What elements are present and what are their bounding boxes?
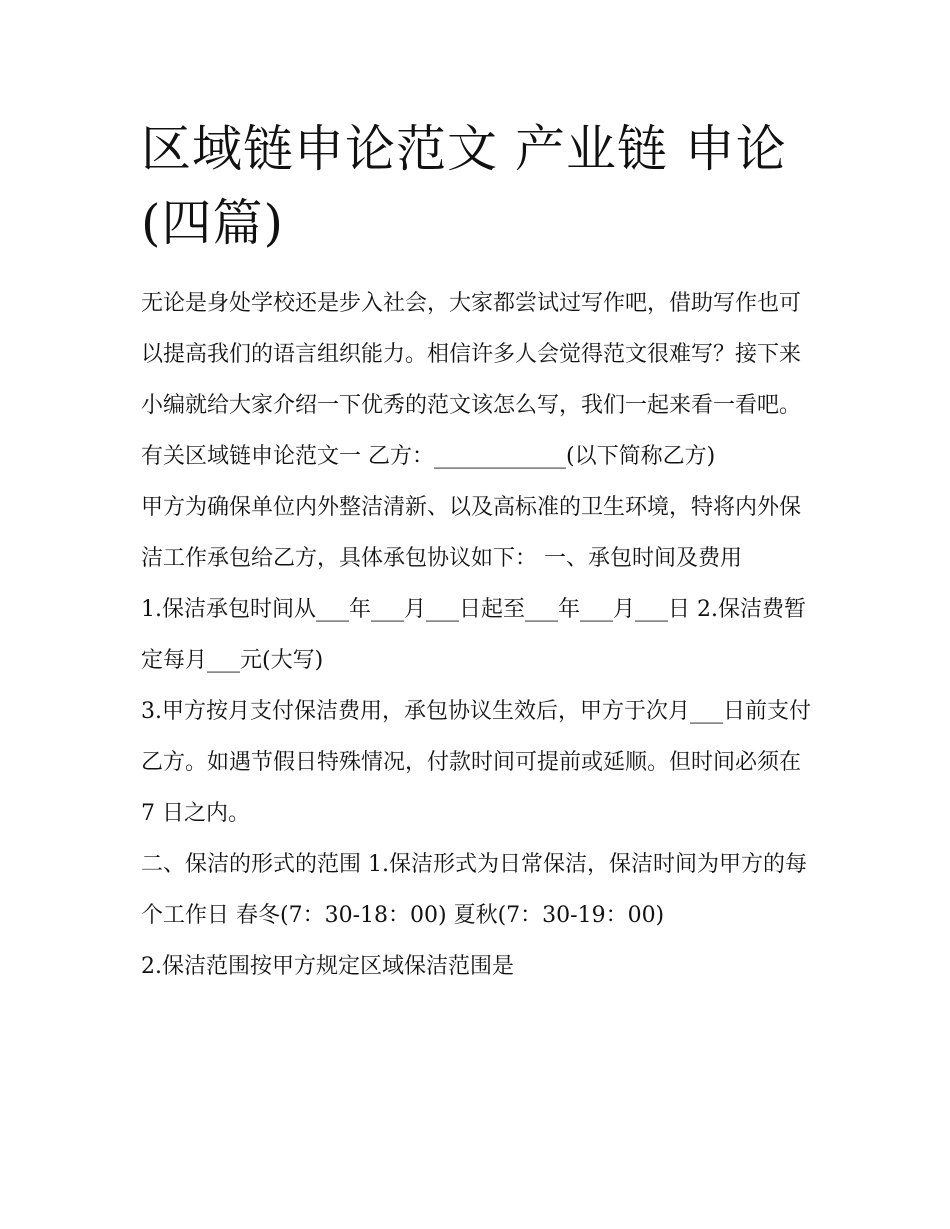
contract-term-paragraph: 1.保洁承包时间从___年___月___日起至___年___月___日 2.保洁费暂定每月___元(大写) <box>141 597 806 673</box>
cleaning-scope-paragraph: 二、保洁的形式的范围 1.保洁形式为日常保洁，保洁时间为甲方的每个工作日 春冬(7：30-18：00) 夏秋(7：30-19：00) <box>141 852 807 928</box>
payment-paragraph: 3.甲方按月支付保洁费用，承包协议生效后，甲方于次月___日前支付乙方。如遇节假日特殊情况，付款时间可提前或延顺。但时间必须在 7 日之内。 <box>141 699 811 826</box>
document-body <box>141 278 813 992</box>
intro-paragraph: 无论是身处学校还是步入社会，大家都尝试过写作吧，借助写作也可以提高我们的语言组织能力。相信许多人会觉得范文很难写？接下来小编就给大家介绍一下优秀的范文该怎么写，我们一起来看一看吧。 <box>141 291 802 418</box>
document-title: 区域链申论范文 产业链 申论(四篇) <box>141 120 787 252</box>
contract-heading-paragraph: 有关区域链申论范文一 乙方：____________(以下简称乙方) <box>141 444 716 469</box>
contract-purpose-paragraph: 甲方为确保单位内外整洁清新、以及高标准的卫生环境，特将内外保洁工作承包给乙方，具体承包协议如下： 一、承包时间及费用 <box>141 495 802 571</box>
cleaning-area-paragraph: 2.保洁范围按甲方规定区域保洁范围是 <box>141 954 514 979</box>
